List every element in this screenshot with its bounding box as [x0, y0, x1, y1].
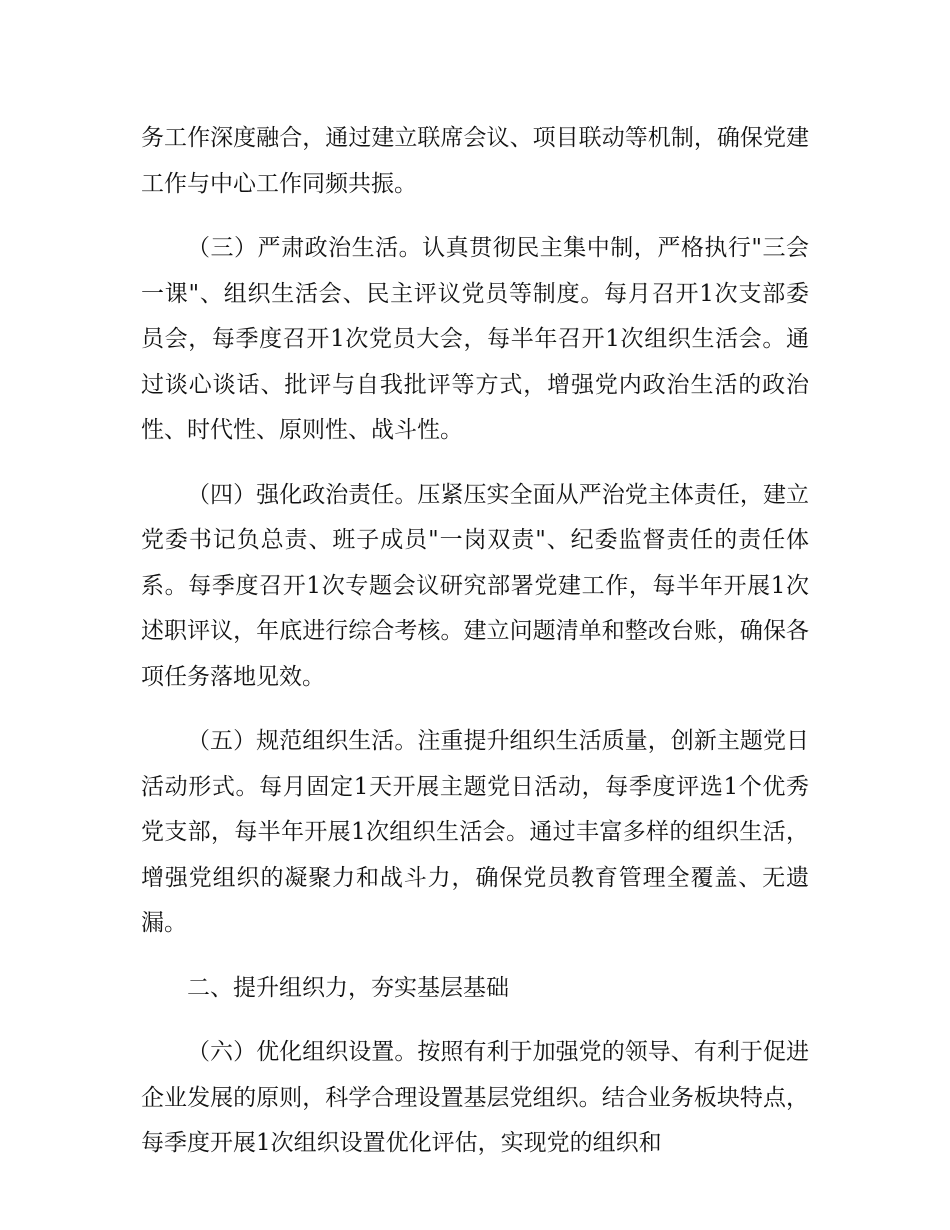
- paragraph-continued: 务工作深度融合，通过建立联席会议、项目联动等机制，确保党建工作与中心工作同频共振。: [141, 125, 809, 197]
- paragraph-spacer: [141, 454, 809, 473]
- paragraph-spacer: [141, 700, 809, 719]
- paragraph-spacer: [141, 207, 809, 226]
- paragraph-section-five: （五）规范组织生活。注重提升组织生活质量，创新主题党日活动形式。每月固定1天开展主题党日活动，每季度评选1个优秀党支部，每半年开展1次组织生活会。通过丰富多样的组织生活，增强党组织的凝聚力和战斗力，确保党员教育管理全覆盖、无遗漏。: [141, 728, 809, 936]
- paragraph-section-three: （三）严肃政治生活。认真贯彻民主集中制，严格执行"三会一课"、组织生活会、民主评议党员等制度。每月召开1次支部委员会，每季度召开1次党员大会，每半年召开1次组织生活会。通过谈心谈话、批评与自我批评等方式，增强党内政治生活的政治性、时代性、原则性、战斗性。: [141, 235, 809, 443]
- paragraph-spacer: [141, 947, 809, 966]
- section-heading-two: 二、提升组织力，夯实基层基础: [187, 974, 509, 1001]
- paragraph-spacer: [141, 1011, 809, 1030]
- paragraph-section-four: （四）强化政治责任。压紧压实全面从严治党主体责任，建立党委书记负总责、班子成员"一岗双责"、纪委监督责任的责任体系。每季度召开1次专题会议研究部署党建工作，每半年开展1次述职评议，年底进行综合考核。建立问题清单和整改台账，确保各项任务落地见效。: [141, 481, 809, 690]
- document-body: [141, 116, 809, 1167]
- paragraph-section-six: （六）优化组织设置。按照有利于加强党的领导、有利于促进企业发展的原则，科学合理设置基层党组织。结合业务板块特点，每季度开展1次组织设置优化评估，实现党的组织和: [141, 1039, 809, 1156]
